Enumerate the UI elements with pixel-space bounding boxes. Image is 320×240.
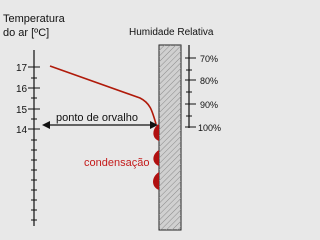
humidity-tick-80: 80%	[200, 76, 219, 86]
condensation-label: condensação	[84, 157, 150, 169]
humidity-axis	[185, 45, 196, 128]
left-axis-title-line2: do ar [ºC]	[3, 27, 50, 39]
humidity-tick-100: 100%	[198, 123, 222, 133]
temp-tick-17: 17	[16, 63, 28, 74]
temp-tick-14: 14	[16, 125, 28, 136]
temp-tick-15: 15	[16, 105, 28, 116]
wall-hatching	[159, 45, 181, 230]
temperature-axis	[28, 50, 40, 226]
humidity-tick-70: 70%	[200, 54, 219, 64]
condensation-drops	[153, 124, 159, 190]
humidity-tick-90: 90%	[200, 100, 219, 110]
right-axis-title: Humidade Relativa	[129, 27, 214, 38]
dew-point-label: ponto de orvalho	[56, 112, 138, 124]
left-axis-title-line1: Temperatura	[3, 13, 65, 25]
temp-tick-16: 16	[16, 84, 28, 95]
